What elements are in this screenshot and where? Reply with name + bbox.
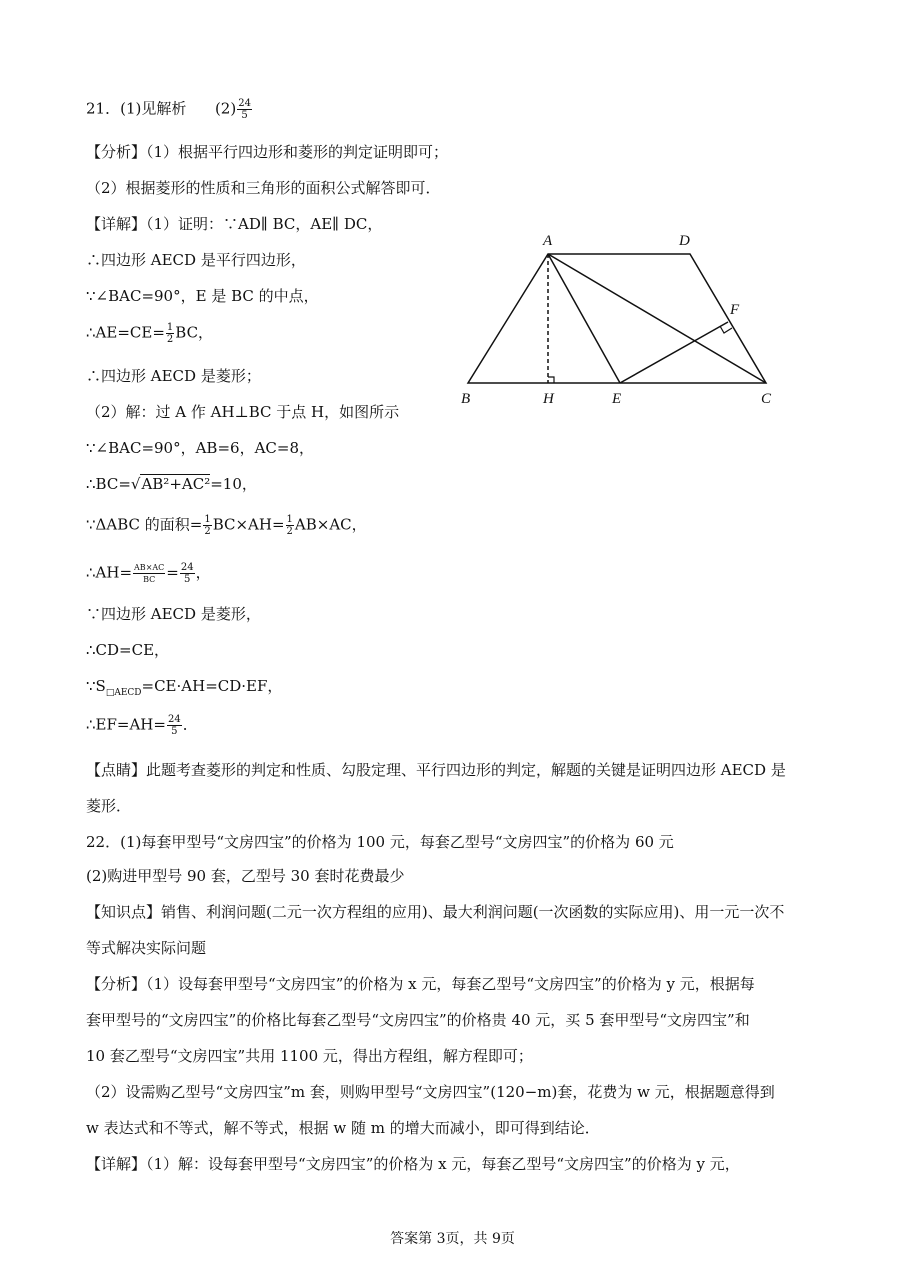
segment-AE xyxy=(548,254,620,383)
line-text: ∴AH= xyxy=(86,563,133,582)
q22-knowledge-2: 等式解决实际问题 xyxy=(86,939,207,957)
area-subscript: □AECD xyxy=(105,688,142,698)
q22-analysis-3: 10 套乙型号“文房四宝”共用 1100 元，得出方程组，解方程即可； xyxy=(86,1047,533,1065)
detail-text: （1）证明：∵AD∥ BC，AE∥ DC， xyxy=(146,215,383,233)
q21-comment-1: 【点睛】此题考查菱形的判定和性质、勾股定理、平行四边形的判定，解题的关键是证明四边形 AECD 是 xyxy=(86,761,786,779)
q21-line-3: ∵∠BAC=90°，E 是 BC 的中点， xyxy=(86,287,319,305)
line-text: ∴AE=CE= xyxy=(86,323,165,342)
right-angle-mark-F xyxy=(720,326,732,333)
half-fraction: $\frac{1}{2}$ xyxy=(166,322,174,345)
q22-analysis-4: （2）设需购乙型号“文房四宝”m 套，则购甲型号“文房四宝”(120−m)套，花费为 w 元，根据题意得到 xyxy=(86,1083,775,1101)
label-A: A xyxy=(543,233,553,249)
q21-line-11: ∵四边形 AECD 是菱形， xyxy=(86,605,261,623)
sqrt-expression: AB²+AC² xyxy=(141,475,211,493)
q21-analysis-2: （2）根据菱形的性质和三角形的面积公式解答即可． xyxy=(86,179,441,197)
q21-detail-1 xyxy=(86,214,382,234)
label-C: C xyxy=(761,391,772,407)
q21-part2: (2) xyxy=(214,99,237,118)
q21-analysis-1 xyxy=(86,142,448,162)
q21-line-12: ∴CD=CE， xyxy=(86,641,170,659)
label-D: D xyxy=(679,233,690,249)
geometry-figure xyxy=(455,225,795,410)
line-text: ∴EF=AH= xyxy=(86,715,166,734)
q21-line-13 xyxy=(86,676,282,696)
ans-fraction: $\frac{24}{5}$ xyxy=(167,714,181,737)
line-text: = xyxy=(166,563,179,582)
trapezoid-outline xyxy=(468,254,766,383)
q21-line-5: ∴四边形 AECD 是菱形； xyxy=(86,367,261,385)
q21-answer-fraction: $\frac{24}{5}$ xyxy=(238,98,251,121)
line-text: =10， xyxy=(210,475,257,493)
segment-AC xyxy=(548,254,766,383)
label-F: F xyxy=(730,302,740,318)
q22-analysis-1: 【分析】（1）设每套甲型号“文房四宝”的价格为 x 元，每套乙型号“文房四宝”的价格为 y 元，根据每 xyxy=(86,975,755,993)
line-text: ． xyxy=(182,715,198,734)
half-fraction: $\frac{1}{2}$ xyxy=(286,514,293,537)
page-footer: 答案第 3页，共 9页 xyxy=(390,1231,515,1247)
analysis-text: （1）根据平行四边形和菱形的判定证明即可； xyxy=(146,143,449,161)
q22-header-1: 22．(1)每套甲型号“文房四宝”的价格为 100 元，每套乙型号“文房四宝”的价格为 60 元 xyxy=(86,833,674,851)
line-text: ∵ΔABC 的面积= xyxy=(86,515,203,534)
q21-line-7: ∵∠BAC=90°，AB=6，AC=8， xyxy=(86,439,314,457)
analysis-label: 【分析】 xyxy=(86,143,147,161)
label-B: B xyxy=(461,391,471,407)
segment-EF xyxy=(620,322,728,383)
q21-line-14 xyxy=(86,714,198,737)
ans-fraction: $\frac{24}{5}$ xyxy=(180,562,194,585)
label-H: H xyxy=(543,391,554,407)
line-text: =CE·AH=CD·EF， xyxy=(141,677,283,695)
q21-line-2: ∴四边形 AECD 是平行四边形， xyxy=(86,251,306,269)
q21-comment-2: 菱形． xyxy=(86,797,132,815)
ah-fraction: $\frac{AB\times AC}{BC}$ xyxy=(134,563,165,584)
label-E: E xyxy=(612,391,622,407)
q21-line-10 xyxy=(86,562,211,585)
line-text: ∴BC= xyxy=(86,475,131,493)
q21-part1: (1)见解析 xyxy=(120,99,187,118)
q22-analysis-2: 套甲型号的“文房四宝”的价格比每套乙型号“文房四宝”的价格贵 40 元，买 5 套甲型号“文房四宝”和 xyxy=(86,1011,750,1029)
line-text: BC， xyxy=(175,323,214,342)
q22-knowledge-1: 【知识点】销售、利润问题(二元一次方程组的应用)、最大利润问题(一次函数的实际应用)、用一元一次不 xyxy=(86,903,785,921)
q21-line-4 xyxy=(86,322,213,345)
q22-analysis-5: w 表达式和不等式，解不等式，根据 w 随 m 的增大而减小，即可得到结论． xyxy=(86,1119,600,1137)
right-angle-mark-H xyxy=(548,377,554,383)
q22-detail-1: 【详解】（1）解：设每套甲型号“文房四宝”的价格为 x 元，每套乙型号“文房四宝”的价格为 y 元， xyxy=(86,1155,740,1173)
q21-header xyxy=(86,98,253,121)
half-fraction: $\frac{1}{2}$ xyxy=(204,514,211,537)
line-text: ∵S xyxy=(86,677,106,695)
detail-label: 【详解】 xyxy=(86,215,147,233)
q21-line-8: ∴BC=√AB²+AC²=10， xyxy=(86,475,257,493)
q22-header-2: (2)购进甲型号 90 套，乙型号 30 套时花费最少 xyxy=(86,867,405,885)
q21-number: 21． xyxy=(86,99,121,118)
line-text: ， xyxy=(195,563,211,582)
q21-line-9 xyxy=(86,514,367,537)
line-text: AB×AC， xyxy=(294,515,367,534)
line-text: BC×AH= xyxy=(212,515,285,534)
q21-line-6: （2）解：过 A 作 AH⊥BC 于点 H，如图所示 xyxy=(86,403,400,421)
